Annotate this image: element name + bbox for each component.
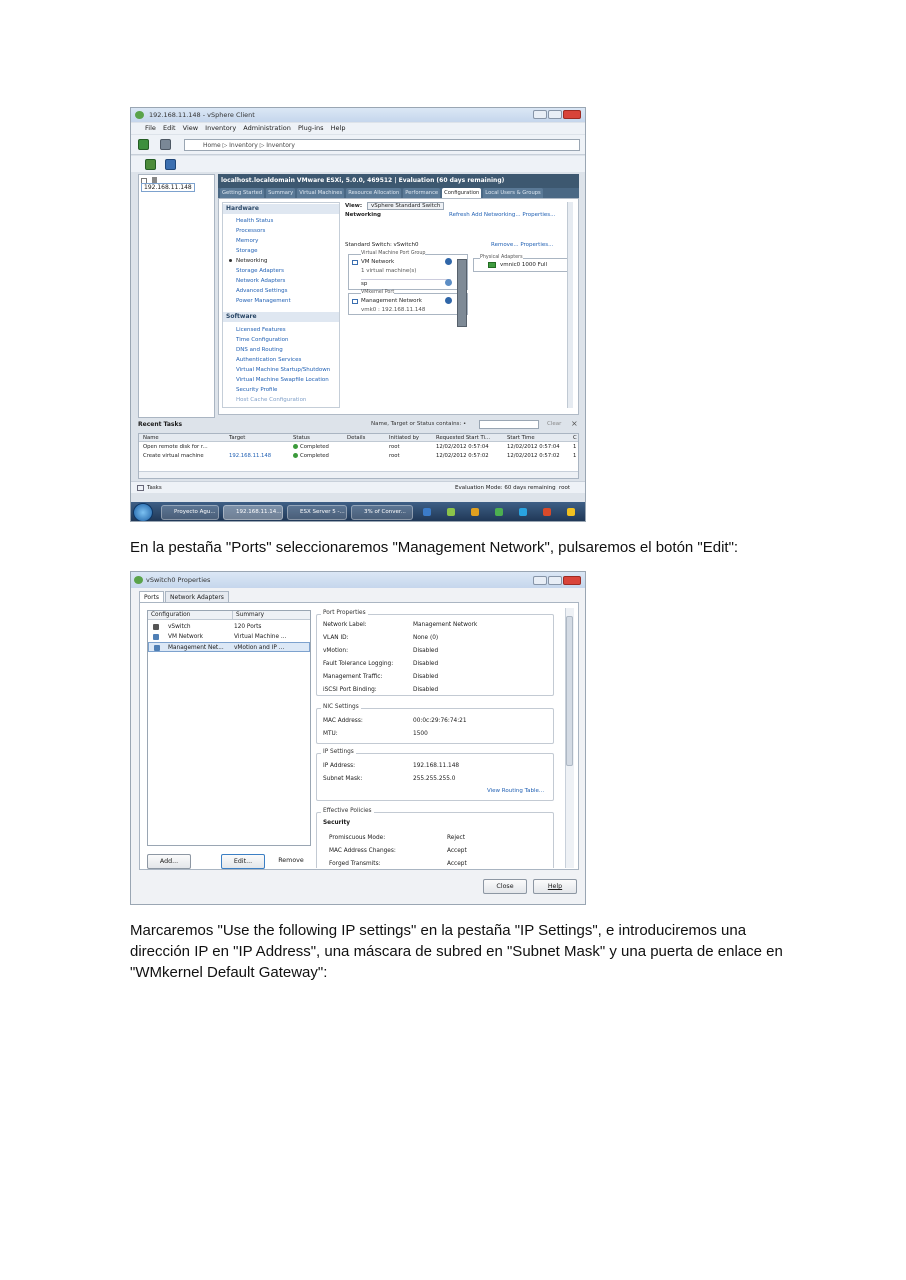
start-button[interactable] <box>133 503 153 522</box>
prop-value: 00:0c:29:76:74:21 <box>413 718 467 724</box>
tasks-icon <box>137 485 144 491</box>
col-configuration[interactable]: Configuration <box>151 612 191 618</box>
prop-key: MTU: <box>323 731 338 737</box>
tree-host-item[interactable]: 192.168.11.148 <box>141 183 195 192</box>
col-requested[interactable]: Requested Start Ti... <box>436 435 491 441</box>
prop-value: 192.168.11.148 <box>413 763 460 769</box>
nav-health-status[interactable]: Health Status <box>236 218 274 224</box>
list-header <box>148 611 310 620</box>
paragraph-2: Marcaremos "Use the following IP settings" en la pestaña "IP Settings", e introduciremos una dirección IP en "IP Address", una máscara de subred en "Subnet Mask" y una puerta de enlace en "WMkernel Default Gateway": <box>130 922 783 981</box>
nic-icon <box>488 262 496 268</box>
app-icon <box>135 111 144 119</box>
col-name[interactable]: Name <box>143 435 159 441</box>
prop-key: IP Address: <box>323 763 356 769</box>
ip-settings-group <box>316 749 554 801</box>
vm-icon <box>445 279 452 286</box>
tab-summary[interactable]: Summary <box>268 190 294 196</box>
list-item-selected[interactable] <box>148 642 310 652</box>
task-name: Create virtual machine <box>143 453 204 459</box>
networking-links[interactable]: Refresh Add Networking... Properties... <box>449 212 556 218</box>
physical-adapter-value: vmnic0 1000 Full <box>500 262 548 268</box>
menu-inventory[interactable]: Inventory <box>205 124 237 132</box>
col-start[interactable]: Start Time <box>507 435 535 441</box>
prop-value: Reject <box>447 835 465 841</box>
task-start: 12/02/2012 0:57:02 <box>507 453 560 459</box>
nic-settings-group <box>316 704 554 744</box>
close-pane-icon[interactable]: × <box>571 419 578 428</box>
prop-key: Subnet Mask: <box>323 776 363 782</box>
close-icon[interactable] <box>563 110 581 119</box>
nav-storage-adapters[interactable]: Storage Adapters <box>236 268 284 274</box>
task-initiated: root <box>389 453 400 459</box>
col-details[interactable]: Details <box>347 435 366 441</box>
task-target[interactable]: 192.168.11.148 <box>229 453 272 459</box>
tab-local-users[interactable]: Local Users & Groups <box>485 190 541 196</box>
prop-value: 255.255.255.0 <box>413 776 456 782</box>
task-initiated: root <box>389 444 400 450</box>
tab-network-adapters[interactable]: Network Adapters <box>165 591 229 603</box>
prop-value: Accept <box>447 861 467 867</box>
vm-network-label: VM Network <box>361 259 395 265</box>
mgmt-network-icon <box>445 297 452 304</box>
remove-button[interactable]: Remove <box>278 857 304 864</box>
menu-plugins[interactable]: Plug-ins <box>297 124 324 132</box>
app-icon <box>134 576 143 584</box>
prop-row <box>323 660 553 669</box>
col-summary[interactable]: Summary <box>232 611 264 620</box>
back-icon[interactable] <box>138 139 149 150</box>
taskbar-item[interactable]: Proyecto Agu... <box>161 505 219 520</box>
tab-performance[interactable]: Performance <box>405 190 439 196</box>
prop-key: vMotion: <box>323 648 349 654</box>
port-details <box>316 608 564 868</box>
windows-taskbar <box>131 502 585 522</box>
ip-settings-title: IP Settings <box>323 749 354 755</box>
menu-file[interactable]: File <box>145 124 156 132</box>
table-header <box>139 434 578 442</box>
config-nav <box>222 202 340 408</box>
tasks-button[interactable]: Tasks <box>147 485 162 491</box>
host-header: localhost.localdomain VMware ESXi, 5.0.0, 469512 | Evaluation (60 days remaining) <box>218 174 579 188</box>
prop-row <box>329 860 559 868</box>
task-name: Open remote disk for r... <box>143 444 208 450</box>
prop-row <box>323 634 553 643</box>
menu-help[interactable]: Help <box>330 124 346 132</box>
menu-administration[interactable]: Administration <box>243 124 291 132</box>
row-config: vSwitch <box>168 624 191 630</box>
clear-link[interactable]: Clear <box>547 421 562 427</box>
task-status: Completed <box>300 453 329 459</box>
switch-icon <box>153 624 159 630</box>
close-icon[interactable] <box>563 576 581 585</box>
completed-icon <box>293 444 298 449</box>
menu-bar <box>131 123 585 134</box>
taskbar-item[interactable]: 192.168.11.14... <box>223 505 283 520</box>
window-controls <box>533 110 581 119</box>
vm-port-group-label: Virtual Machine Port Group <box>361 251 426 256</box>
table-row[interactable] <box>139 443 578 451</box>
vsphere-client-screenshot <box>130 107 586 522</box>
prop-value: Accept <box>447 848 467 854</box>
prop-value: Disabled <box>413 648 439 654</box>
help-button[interactable]: Help <box>533 879 577 894</box>
vmk0-address: vmk0 : 192.168.11.148 <box>361 307 426 313</box>
paragraph-1: En la pestaña "Ports" seleccionaremos "Management Network", pulsaremos el botón "Edit": <box>130 539 739 556</box>
vm-port-group[interactable] <box>348 251 468 290</box>
scroll-thumb[interactable] <box>566 616 573 766</box>
taskbar-item[interactable]: 3% of Conver... <box>351 505 413 520</box>
prop-value: Disabled <box>413 661 439 667</box>
port-list <box>147 610 311 846</box>
networking-view <box>345 202 571 408</box>
effective-policies-group <box>316 808 554 868</box>
task-c: 1 <box>573 453 577 459</box>
task-status: Completed <box>300 444 329 450</box>
horizontal-scrollbar[interactable] <box>139 471 578 478</box>
physical-adapters-label: Physical Adapters <box>480 255 523 260</box>
hardware-heading: Hardware <box>223 204 339 214</box>
vmkernel-port[interactable] <box>348 290 468 315</box>
table-row[interactable] <box>139 452 578 460</box>
vmkernel-icon <box>154 645 160 651</box>
row-summary: 120 Ports <box>234 624 262 630</box>
prop-value: Disabled <box>413 674 439 680</box>
view-routing-table-link[interactable]: View Routing Table... <box>487 788 545 794</box>
port-group-icon <box>352 260 358 265</box>
skype-icon[interactable] <box>519 508 527 516</box>
window-title: 192.168.11.148 - vSphere Client <box>131 108 585 122</box>
nav-time-configuration[interactable]: Time Configuration <box>236 337 289 343</box>
firefox-icon[interactable] <box>471 508 479 516</box>
nav-network-adapters[interactable]: Network Adapters <box>236 278 286 284</box>
new-vm-icon[interactable] <box>165 159 176 170</box>
folder-icon[interactable] <box>567 508 575 516</box>
nic-settings-title: NIC Settings <box>323 704 359 710</box>
menu-view[interactable]: View <box>182 124 199 132</box>
secondary-toolbar <box>131 156 585 172</box>
user-status: root <box>559 485 571 491</box>
task-c: 1 <box>573 444 577 450</box>
prop-row <box>323 621 553 630</box>
tab-ports[interactable]: Ports <box>139 591 164 603</box>
task-requested: 12/02/2012 0:57:02 <box>436 453 489 459</box>
view-selector[interactable]: vSphere Standard Switch <box>367 202 444 210</box>
prop-key: Network Label: <box>323 622 367 628</box>
prop-row <box>323 775 553 784</box>
effective-policies-title: Effective Policies <box>323 808 372 814</box>
prop-row <box>329 834 559 843</box>
add-host-icon[interactable] <box>145 159 156 170</box>
col-status[interactable]: Status <box>293 435 310 441</box>
nav-security-profile[interactable]: Security Profile <box>236 387 278 393</box>
nav-vm-startup[interactable]: Virtual Machine Startup/Shutdown <box>236 367 331 373</box>
tasks-table <box>138 433 579 479</box>
list-item[interactable] <box>148 632 310 642</box>
tray-icon[interactable] <box>447 508 455 516</box>
inventory-tree <box>138 174 215 418</box>
minimize-icon[interactable] <box>533 110 547 119</box>
prop-key: Promiscuous Mode: <box>329 835 386 841</box>
nav-licensed-features[interactable]: Licensed Features <box>236 327 286 333</box>
port-properties-group <box>316 610 554 696</box>
prop-key: Forged Transmits: <box>329 861 381 867</box>
tab-configuration[interactable]: Configuration <box>444 190 480 196</box>
port-properties-title: Port Properties <box>323 610 366 616</box>
nav-memory[interactable]: Memory <box>236 238 259 244</box>
maximize-icon[interactable] <box>548 576 562 585</box>
filter-input[interactable] <box>479 420 539 429</box>
nav-vm-swapfile[interactable]: Virtual Machine Swapfile Location <box>236 377 329 383</box>
row-config: VM Network <box>168 634 204 640</box>
row-summary: Virtual Machine ... <box>234 634 287 640</box>
nav-power-management[interactable]: Power Management <box>236 298 291 304</box>
nav-authentication[interactable]: Authentication Services <box>236 357 302 363</box>
close-button[interactable]: Close <box>483 879 527 894</box>
tab-getting-started[interactable]: Getting Started <box>222 190 263 196</box>
maximize-icon[interactable] <box>548 110 562 119</box>
window-title: vSwitch0 Properties <box>131 572 585 588</box>
recent-tasks-heading: Recent Tasks <box>138 421 183 428</box>
port-group-icon <box>153 634 159 640</box>
host-tabs <box>218 188 579 198</box>
vswitch-properties-screenshot <box>130 571 586 905</box>
evaluation-status: Evaluation Mode: 60 days remaining <box>455 485 556 491</box>
breadcrumb[interactable]: Home ▷ Inventory ▷ Inventory <box>184 139 580 151</box>
mgmt-network-label: Management Network <box>361 298 422 304</box>
view-label: View: <box>345 203 363 209</box>
menu-edit[interactable]: Edit <box>162 124 176 132</box>
vmkernel-port-label: VMkernel Port <box>361 290 395 295</box>
task-requested: 12/02/2012 0:57:04 <box>436 444 489 450</box>
col-initiated[interactable]: Initiated by <box>389 435 420 441</box>
nav-storage[interactable]: Storage <box>236 248 258 254</box>
prop-value: 1500 <box>413 731 428 737</box>
scrollbar[interactable] <box>567 202 573 408</box>
window-controls <box>533 576 581 585</box>
switch-label: Standard Switch: vSwitch0 <box>345 242 419 248</box>
vm-network-icon <box>445 258 452 265</box>
row-summary: vMotion and IP ... <box>234 645 285 651</box>
nav-advanced-settings[interactable]: Advanced Settings <box>236 288 288 294</box>
nav-processors[interactable]: Processors <box>236 228 266 234</box>
tab-virtual-machines[interactable]: Virtual Machines <box>299 190 343 196</box>
network-icon[interactable] <box>423 508 431 516</box>
prop-value: Management Network <box>413 622 478 628</box>
vm-name: sp <box>361 279 451 287</box>
networking-title: Networking <box>345 212 381 218</box>
prop-value: Disabled <box>413 687 439 693</box>
prop-row <box>323 762 553 771</box>
prop-row <box>323 686 553 695</box>
prop-key: MAC Address Changes: <box>329 848 396 854</box>
add-button[interactable]: Add... <box>147 854 191 869</box>
prop-row <box>323 717 553 726</box>
prop-key: MAC Address: <box>323 718 363 724</box>
prop-row <box>323 730 553 739</box>
physical-adapters[interactable] <box>473 255 568 272</box>
forward-icon[interactable] <box>160 139 171 150</box>
completed-icon <box>293 453 298 458</box>
software-heading: Software <box>223 312 339 322</box>
row-config: Management Net... <box>168 645 224 651</box>
chrome-icon[interactable] <box>495 508 503 516</box>
prop-key: Management Traffic: <box>323 674 383 680</box>
minimize-icon[interactable] <box>533 576 547 585</box>
prop-value: None (0) <box>413 635 439 641</box>
tab-resource-allocation[interactable]: Resource Allocation <box>348 190 400 196</box>
prop-row <box>323 647 553 656</box>
status-bar <box>131 481 585 493</box>
bullet-icon <box>229 259 232 262</box>
prop-key: iSCSI Port Binding: <box>323 687 377 693</box>
prop-key: VLAN ID: <box>323 635 349 641</box>
prop-row <box>329 847 559 856</box>
vswitch-bar <box>457 259 467 327</box>
col-c[interactable]: C <box>573 435 577 441</box>
list-item[interactable] <box>148 622 310 632</box>
nav-dns-routing[interactable]: DNS and Routing <box>236 347 283 353</box>
nav-networking[interactable]: Networking <box>236 258 268 264</box>
col-target[interactable]: Target <box>229 435 246 441</box>
switch-links[interactable]: Remove... Properties... <box>491 242 554 248</box>
edit-button[interactable]: Edit... <box>221 854 265 869</box>
media-icon[interactable] <box>543 508 551 516</box>
nav-host-cache[interactable]: Host Cache Configuration <box>236 397 307 403</box>
prop-key: Fault Tolerance Logging: <box>323 661 394 667</box>
task-start: 12/02/2012 0:57:04 <box>507 444 560 450</box>
vmkernel-icon <box>352 299 358 304</box>
prop-row <box>323 673 553 682</box>
taskbar-item[interactable]: ESX Server 5 -... <box>287 505 347 520</box>
security-heading: Security <box>323 820 351 826</box>
filter-label: Name, Target or Status contains: • <box>371 421 467 427</box>
vm-count: 1 virtual machine(s) <box>361 268 417 274</box>
